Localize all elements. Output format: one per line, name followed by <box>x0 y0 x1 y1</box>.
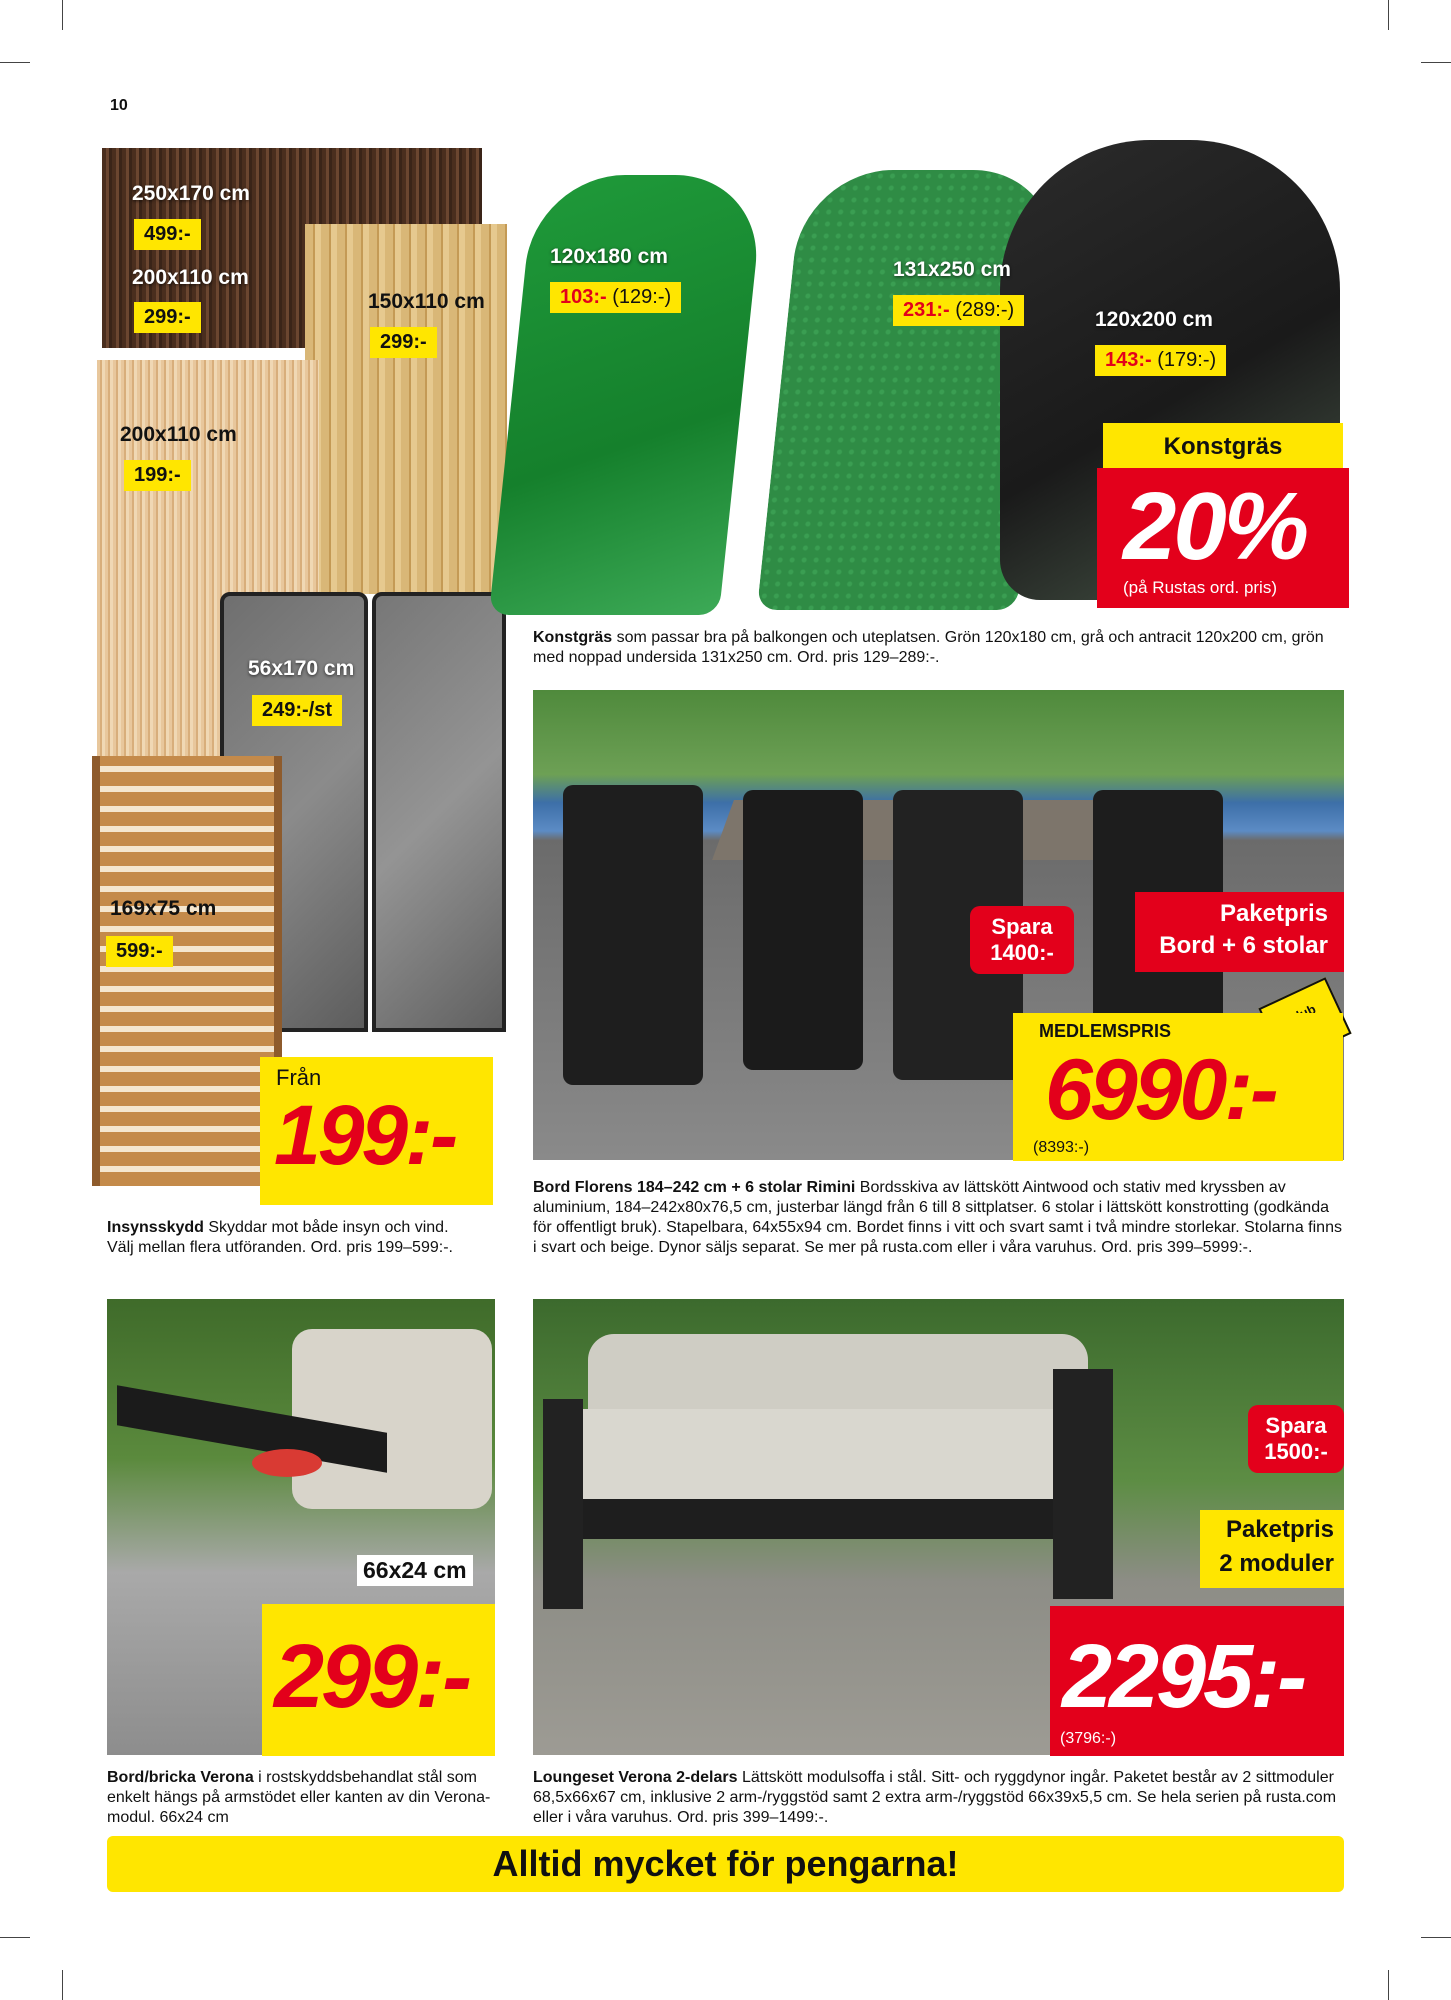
turf-offer-note: (på Rustas ord. pris) <box>1123 578 1277 597</box>
turf-price: 143:- <box>1105 349 1152 371</box>
turf-size-label: 120x200 cm <box>1095 308 1213 331</box>
turf-offer-box <box>1097 468 1349 608</box>
lounge-ord-price: (3796:-) <box>1060 1730 1117 1747</box>
crop-mark <box>62 0 63 30</box>
screens-price-box <box>260 1057 493 1205</box>
screen-price-tag: 299:- <box>370 327 437 358</box>
lounge-package-line2: 2 moduler <box>1219 1550 1334 1577</box>
screens-description-title: Insynsskydd <box>107 1219 204 1236</box>
crop-mark <box>1388 1970 1389 2000</box>
turf-roll-green-image <box>489 175 765 615</box>
turf-description-title: Konstgräs <box>533 629 613 646</box>
screens-description-text: Skyddar mot både insyn och vind. Välj mellan flera utföranden. Ord. pris 199–599:-. <box>107 1219 453 1256</box>
tray-description-title: Bord/bricka Verona <box>107 1769 254 1786</box>
screen-price-tag: 199:- <box>124 460 191 491</box>
tray-description <box>107 1768 495 1828</box>
turf-price: 231:- <box>903 299 950 321</box>
footer-slogan-bar <box>107 1836 1344 1892</box>
screen-size-label: 169x75 cm <box>110 897 217 920</box>
dining-ord-price: (8393:-) <box>1033 1139 1090 1156</box>
crop-mark <box>1421 1937 1451 1938</box>
screen-size-label: 150x110 cm <box>368 290 485 313</box>
screen-price-tag: 249:-/st <box>252 695 342 726</box>
turf-ord-price: (289:-) <box>955 299 1015 321</box>
turf-price-tag <box>550 282 681 313</box>
lounge-package-box <box>1200 1510 1344 1588</box>
turf-offer-percent: 20% <box>1123 473 1307 580</box>
screen-size-label: 200x110 cm <box>120 423 237 446</box>
screens-big-price: 199:- <box>274 1088 456 1182</box>
turf-ord-price: (129:-) <box>612 286 672 308</box>
screens-description <box>107 1218 467 1258</box>
slat-screen-image <box>92 756 282 1186</box>
crop-mark <box>1388 0 1389 30</box>
screen-size-label: 56x170 cm <box>248 657 355 680</box>
dining-description-text: Bordsskiva av lättskött Aintwood och stativ med kryssben av aluminium, 184–242x80x76,5 cm, justerbar längd från 6 till 8 sittplatser. 6 stolar i lättskött konstrotting (godkända för offentligt bruk). Stapelbara, 64x55x94 cm. Bordet finns i vitt och svart samt i två mindre storlekar. Stolarna finns i svart och beige. Dynor säljs separat. Se mer på rusta.com eller i våra varuhus. Ord. pris 399–5999:-. <box>533 1179 1342 1256</box>
turf-ord-price: (179:-) <box>1157 349 1217 371</box>
crop-mark <box>0 62 30 63</box>
bamboo-screen-image <box>305 224 507 594</box>
turf-offer-title-box <box>1103 423 1343 471</box>
turf-price-tag <box>1095 345 1226 376</box>
turf-price-tag <box>893 295 1024 326</box>
dining-package-box <box>1135 892 1344 972</box>
crop-mark <box>0 1937 30 1938</box>
dining-big-price: 6990:- <box>1045 1042 1276 1138</box>
from-label: Från <box>276 1065 322 1090</box>
dining-description <box>533 1178 1343 1258</box>
footer-slogan: Alltid mycket för pengarna! <box>492 1843 959 1884</box>
page-number: 10 <box>110 97 128 114</box>
turf-description <box>533 628 1328 668</box>
turf-size-label: 131x250 cm <box>893 258 1011 281</box>
turf-description-text: som passar bra på balkongen och uteplatsen. Grön 120x180 cm, grå och antracit 120x200 cm, grön med noppad undersida 131x250 cm. Ord. pris 129–289:-. <box>533 629 1324 666</box>
turf-offer-title: Konstgräs <box>1163 433 1283 460</box>
lounge-price-box <box>1050 1606 1344 1756</box>
lounge-package-line1: Paketpris <box>1225 1516 1334 1543</box>
tray-size-label: 66x24 cm <box>357 1555 473 1586</box>
tray-big-price: 299:- <box>274 1627 470 1727</box>
dining-package-line1: Paketpris <box>1219 900 1328 927</box>
lounge-description <box>533 1768 1344 1828</box>
member-price-label: MEDLEMSPRIS <box>1039 1021 1172 1041</box>
screen-price-tag: 299:- <box>134 302 201 333</box>
tray-price-box <box>262 1604 495 1756</box>
lounge-big-price: 2295:- <box>1062 1627 1305 1727</box>
tray-description-text: i rostskyddsbehandlat stål som enkelt hängs på armstödet eller kanten av din Verona-modul. 66x24 cm <box>107 1769 491 1826</box>
turf-price: 103:- <box>560 286 607 308</box>
crop-mark <box>62 1970 63 2000</box>
turf-size-label: 120x180 cm <box>550 245 668 268</box>
crop-mark <box>1421 62 1451 63</box>
lounge-description-title: Loungeset Verona 2-delars <box>533 1769 738 1786</box>
lounge-save-badge: Spara 1500:- <box>1248 1405 1344 1473</box>
dining-price-box <box>1013 1013 1343 1161</box>
dining-package-line2: Bord + 6 stolar <box>1159 932 1328 959</box>
screen-size-label: 200x110 cm <box>132 266 249 289</box>
screen-size-label: 250x170 cm <box>132 182 250 205</box>
screen-price-tag: 499:- <box>134 219 201 250</box>
lounge-description-text: Lättskött modulsoffa i stål. Sitt- och ryggdynor ingår. Paketet består av 2 sittmoduler 68,5x66x67 cm, inklusive 2 arm-/ryggstöd samt 2 extra arm-/ryggstöd 66x39x5,5 cm. Se hela serien på rusta.com eller i våra varuhus. Ord. pris 399–1499:-. <box>533 1769 1337 1826</box>
screen-price-tag: 599:- <box>106 936 173 967</box>
dining-save-badge: Spara 1400:- <box>970 906 1074 974</box>
dining-description-title: Bord Florens 184–242 cm + 6 stolar Rimini <box>533 1179 856 1196</box>
